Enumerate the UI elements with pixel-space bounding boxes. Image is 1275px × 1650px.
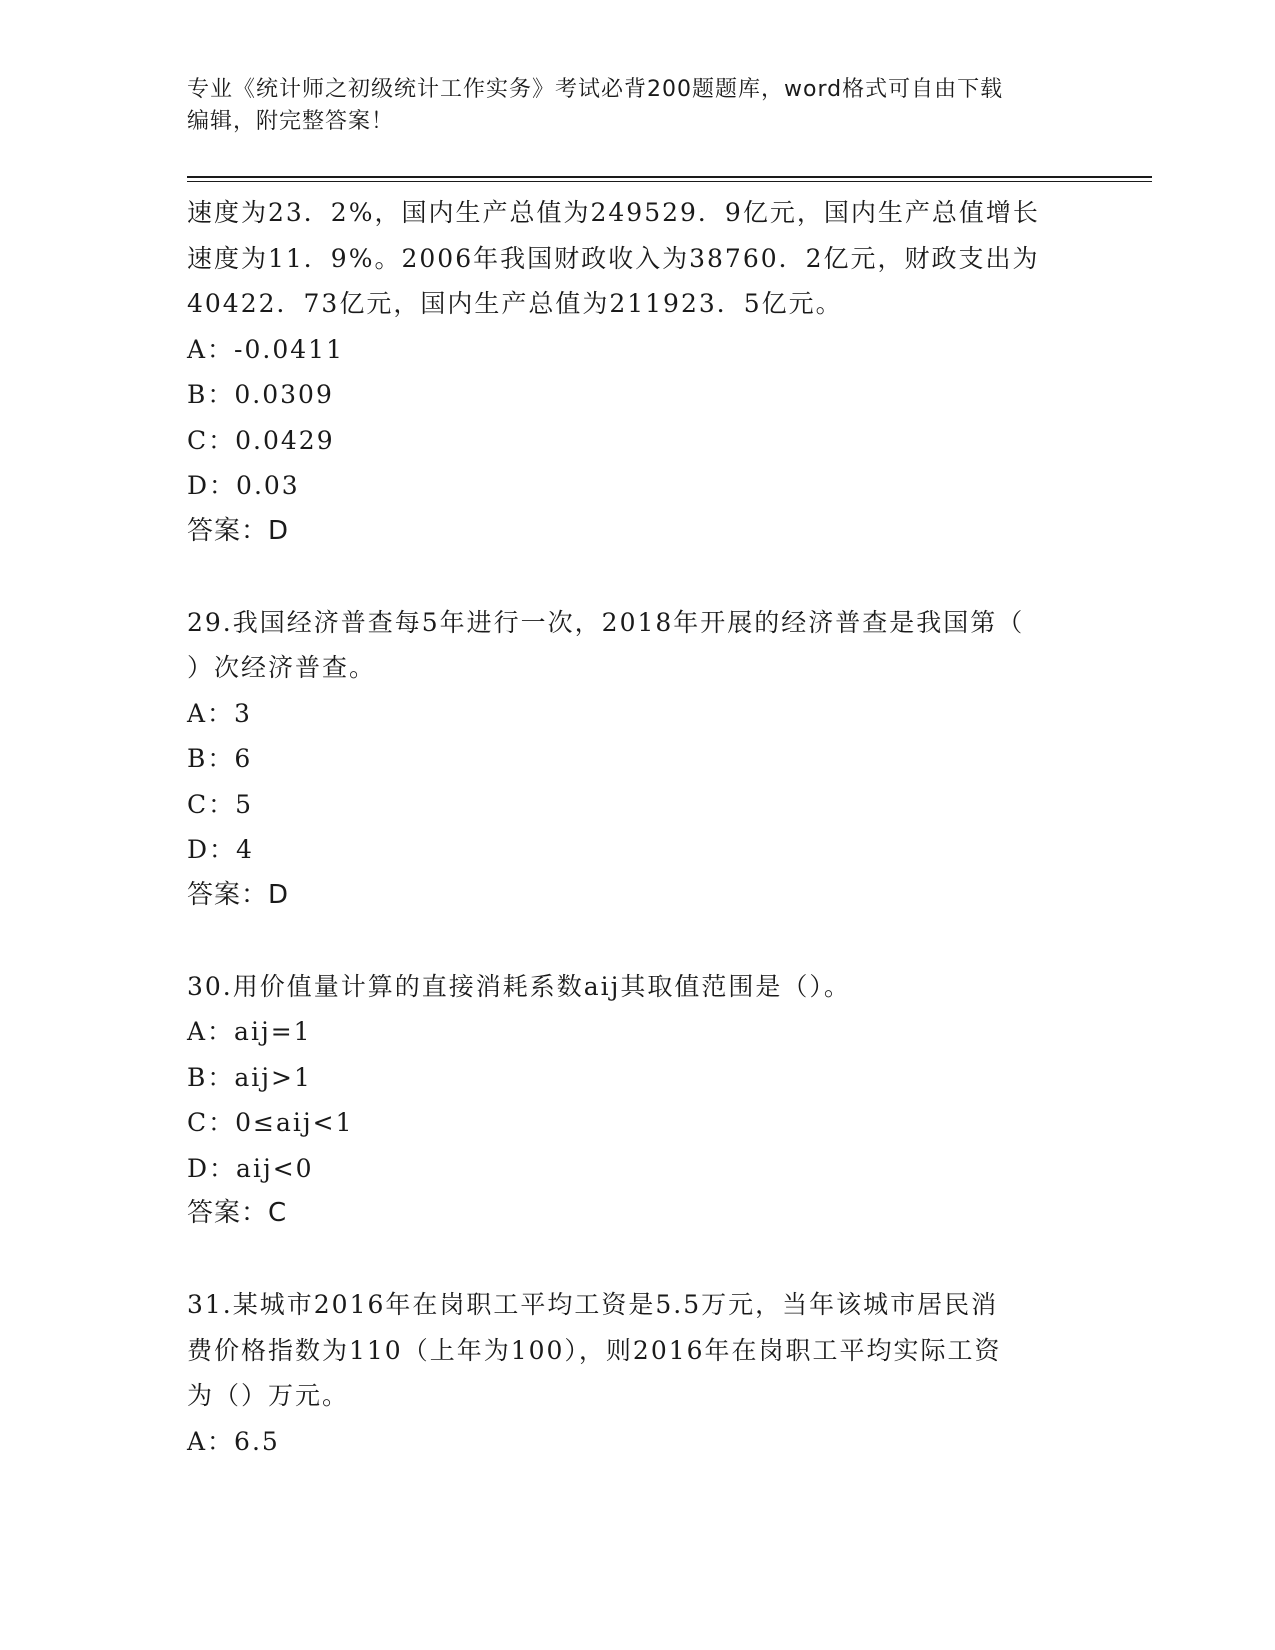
header-line-2: 编辑，附完整答案！ <box>187 109 395 134</box>
option-c: C：0≤aij<1 <box>187 1108 354 1137</box>
option-a: A：aij=1 <box>187 1017 312 1046</box>
option-d: D：4 <box>187 835 254 864</box>
option-d: D：0.03 <box>187 471 300 500</box>
spacer <box>187 1237 1087 1283</box>
question-text-line: 速度为11．9%。2006年我国财政收入为38760．2亿元，财政支出为 <box>187 243 1040 273</box>
option-c: C：0.0429 <box>187 425 335 455</box>
question-28-continued <box>187 190 1087 554</box>
question-29 <box>187 600 1087 919</box>
question-text-line: 费价格指数为110（上年为100），则2016年在岗职工平均实际工资 <box>187 1335 1002 1365</box>
question-text-line: 31.某城市2016年在岗职工平均工资是5.5万元，当年该城市居民消 <box>187 1290 999 1319</box>
option-a: A：3 <box>187 698 252 728</box>
header-rule-thick <box>187 176 1152 178</box>
question-31 <box>187 1282 1087 1464</box>
answer-line: 答案：C <box>187 1198 288 1228</box>
question-list <box>187 190 1087 1464</box>
question-text-line: 30.用价值量计算的直接消耗系数aij其取值范围是（）。 <box>187 971 851 1001</box>
header-rule-thin <box>187 181 1152 182</box>
option-b: B：0.0309 <box>187 380 334 409</box>
question-text-line: ）次经济普查。 <box>187 653 377 682</box>
question-text-line: 为（）万元。 <box>187 1381 350 1410</box>
option-a: A：6.5 <box>187 1426 280 1456</box>
option-a: A：-0.0411 <box>187 334 344 364</box>
answer-line: 答案：D <box>187 879 290 910</box>
option-c: C：5 <box>187 789 254 819</box>
question-30 <box>187 964 1087 1237</box>
answer-line: 答案：D <box>187 515 290 546</box>
document-header <box>187 74 1067 138</box>
spacer <box>187 554 1087 600</box>
spacer <box>187 918 1087 964</box>
option-d: D：aij<0 <box>187 1153 314 1183</box>
question-text-line: 40422．73亿元，国内生产总值为211923．5亿元。 <box>187 289 843 318</box>
option-b: B：6 <box>187 744 253 773</box>
question-text-line: 29.我国经济普查每5年进行一次，2018年开展的经济普查是我国第（ <box>187 607 1025 637</box>
question-text-line: 速度为23．2%，国内生产总值为249529．9亿元，国内生产总值增长 <box>187 198 1040 227</box>
header-line-1: 专业《统计师之初级统计工作实务》考试必背200题题库，word格式可自由下载 <box>187 77 1004 102</box>
option-b: B：aij>1 <box>187 1062 312 1092</box>
